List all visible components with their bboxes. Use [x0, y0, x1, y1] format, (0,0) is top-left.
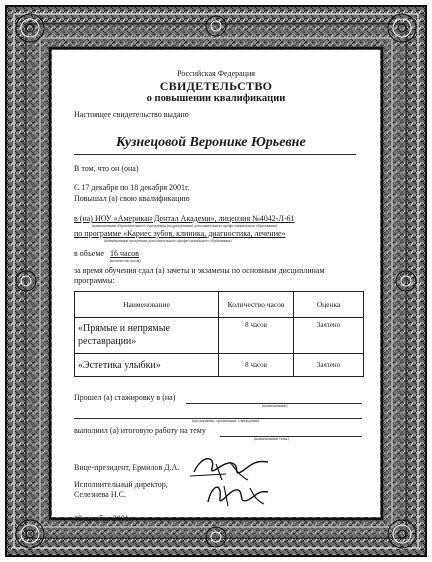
final-work-underline [220, 436, 362, 437]
institution-note: (наименование образовательного учреждения (подразделения) дополнительного профессионального образования) [92, 224, 278, 228]
row-grade: Зачтено [294, 354, 364, 377]
certificate-subtitle: о повышении квалификации [146, 93, 286, 104]
issue-date: 18 декабря 2001г. [74, 514, 134, 523]
exams-line: за время обучения сдал (а) зачеты и экзамены по основным дисциплинам программы: [74, 266, 325, 286]
row-hours: 8 часов [219, 354, 294, 377]
director-name: Селезнева Н.С. [74, 490, 126, 499]
volume-prefix: в объеме [74, 249, 104, 258]
program-note: (наименование программы дополнительного профессионального образования) [104, 239, 232, 243]
table-row [75, 354, 364, 377]
row-name: «Прямые и непрямые реставрации» [75, 318, 219, 354]
period-line: С 17 декабря по 18 декабря 2001г. [74, 183, 190, 192]
table-header-row [75, 292, 364, 318]
internship-note-2: (предприятия, организации, учреждения) [192, 419, 259, 423]
vp-signatory: Вице-президент, Ермилов Д.А. [74, 463, 180, 472]
improved-line: Повышал (а) свою квалификацию [74, 194, 190, 203]
final-work-line: выполнил (а) итоговую работу на тему [74, 426, 206, 435]
volume-note: (количество часов) [110, 259, 141, 263]
internship-note-1: (наименование) [262, 404, 288, 408]
that-line: В том, что он (она) [74, 164, 139, 173]
program-line: по программе «Кариес зубов, клиника, диагностика, лечение» [74, 229, 286, 238]
header-grade: Оценка [294, 292, 364, 318]
recipient-underline [74, 154, 356, 155]
row-name: «Эстетика улыбки» [75, 354, 219, 377]
table-row [75, 318, 364, 354]
institution-line: в (на) НОУ «Американ Дентал Академи», лицензия №4042-Л-61 [74, 214, 295, 223]
internship-line: Прошел (а) стажировку в (на) [74, 393, 176, 402]
issued-intro: Настоящее свидетельство выдано [74, 110, 189, 119]
director-signature-image [198, 478, 278, 512]
country-label: Российская Федерация [177, 69, 255, 78]
row-hours: 8 часов [219, 318, 294, 354]
row-grade: Зачтено [294, 318, 364, 354]
recipient-name: Кузнецовой Веронике Юрьевне [116, 135, 306, 150]
volume-value: 16 часов [110, 249, 139, 258]
final-work-note: (наименование темы) [254, 437, 289, 441]
header-hours: Количество часов [219, 292, 294, 318]
header-name: Наименование [75, 292, 219, 318]
director-title: Исполнительный директор, [74, 480, 168, 489]
certificate-title: СВИДЕТЕЛЬСТВО [159, 79, 273, 93]
disciplines-table [74, 291, 364, 377]
